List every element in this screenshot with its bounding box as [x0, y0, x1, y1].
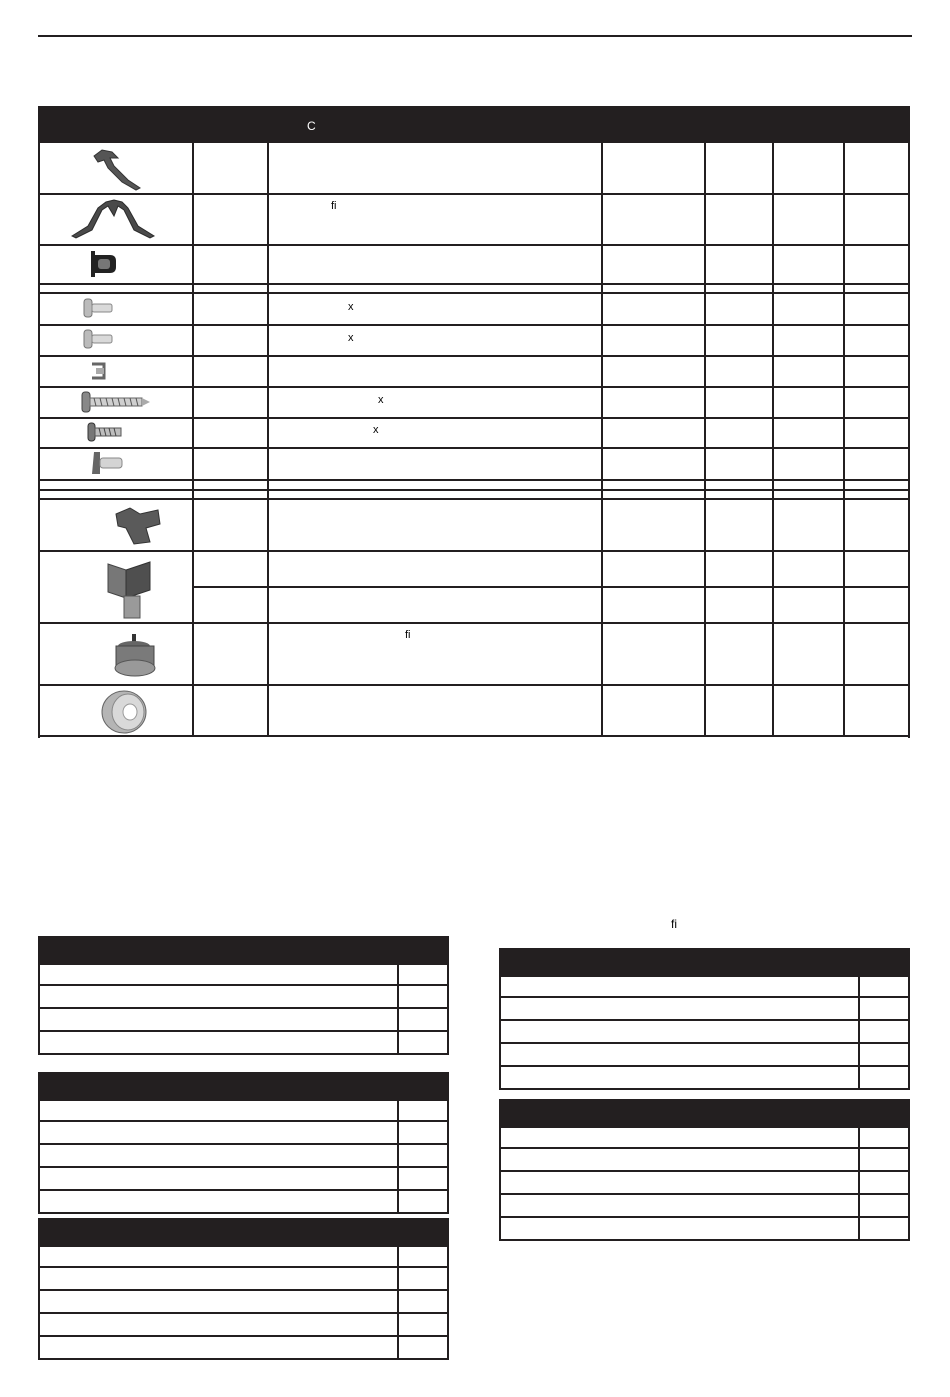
- pipe-collar-icon: [110, 632, 164, 680]
- row-sep: [38, 447, 910, 449]
- table-row: [38, 1245, 449, 1268]
- row-sep: [38, 355, 910, 357]
- bent-bracket-icon: [112, 506, 166, 546]
- row-mark: fi: [405, 629, 411, 641]
- table-row: [38, 986, 449, 1009]
- table-row: [499, 1044, 910, 1067]
- table-row: [499, 998, 910, 1021]
- table-row: [499, 1067, 910, 1090]
- table-row: [499, 1021, 910, 1044]
- spec-table-left-3: [38, 1218, 449, 1360]
- header-label: C: [307, 119, 316, 133]
- table-row: [38, 1337, 449, 1360]
- mount-post-icon: [100, 558, 164, 620]
- row-sep: [38, 479, 910, 481]
- col-sep: [772, 143, 774, 737]
- table-row: [38, 1291, 449, 1314]
- row-sep: [38, 498, 910, 500]
- row-mark: x: [348, 301, 354, 313]
- row-mark: fi: [331, 200, 337, 212]
- table-row: [38, 1009, 449, 1032]
- table-row: [38, 1168, 449, 1191]
- table-row: [38, 1191, 449, 1214]
- table-row: [38, 963, 449, 986]
- row-sep: [38, 417, 910, 419]
- table-row: [38, 1145, 449, 1168]
- spec-table-header: [499, 948, 910, 975]
- spec-table-header: [38, 1072, 449, 1099]
- spec-table-left-2: [38, 1072, 449, 1217]
- table-row: [499, 1218, 910, 1241]
- row-sep: [38, 489, 910, 491]
- row-sep: [38, 550, 910, 552]
- row-sep: [38, 244, 910, 246]
- row-mark: x: [378, 394, 384, 406]
- col-sep: [601, 143, 603, 737]
- section-mark: fi: [671, 917, 677, 931]
- table-row: [38, 1122, 449, 1145]
- table-border-left: [38, 106, 40, 738]
- table-row: [38, 1032, 449, 1055]
- table-row: [499, 1172, 910, 1195]
- row-sep: [38, 324, 910, 326]
- table-row: [499, 1195, 910, 1218]
- push-rivet-icon: [88, 249, 118, 279]
- row-sep: [38, 193, 910, 195]
- table-row: [38, 1099, 449, 1122]
- row-sep: [38, 386, 910, 388]
- row-sep: [38, 684, 910, 686]
- long-screw-icon: [80, 390, 152, 414]
- table-row: [38, 1314, 449, 1337]
- col-sep: [192, 143, 194, 737]
- table-header: [38, 106, 910, 143]
- table-row: [499, 975, 910, 998]
- row-mark: x: [373, 424, 379, 436]
- table-border-right: [908, 106, 910, 738]
- table-row: [38, 1268, 449, 1291]
- spec-table-left-1: [38, 936, 449, 1056]
- header-rule: [38, 35, 912, 37]
- col-sep: [843, 143, 845, 737]
- spec-table-right-2: [499, 1099, 910, 1242]
- clip-bracket-icon: [88, 146, 148, 192]
- short-screw-icon: [86, 421, 126, 443]
- parts-table: [38, 106, 910, 738]
- table-border-bottom: [38, 735, 910, 737]
- col-sep: [267, 143, 269, 737]
- short-bolt-icon: [82, 297, 116, 319]
- spec-table-right-1: [499, 948, 910, 1091]
- col-sep: [704, 143, 706, 737]
- small-clip-icon: [88, 360, 110, 382]
- cap-bolt-icon: [90, 450, 126, 476]
- row-sep: [38, 622, 910, 624]
- tape-roll-icon: [98, 688, 150, 736]
- spec-table-header: [38, 1218, 449, 1245]
- spec-table-header: [38, 936, 449, 963]
- table-row: [499, 1149, 910, 1172]
- row-sep: [38, 292, 910, 294]
- row-sep: [38, 283, 910, 285]
- spec-table-header: [499, 1099, 910, 1126]
- row-sep: [192, 586, 910, 588]
- short-bolt-icon: [82, 328, 116, 350]
- arch-clip-icon: [68, 196, 158, 242]
- table-row: [499, 1126, 910, 1149]
- row-mark: x: [348, 332, 354, 344]
